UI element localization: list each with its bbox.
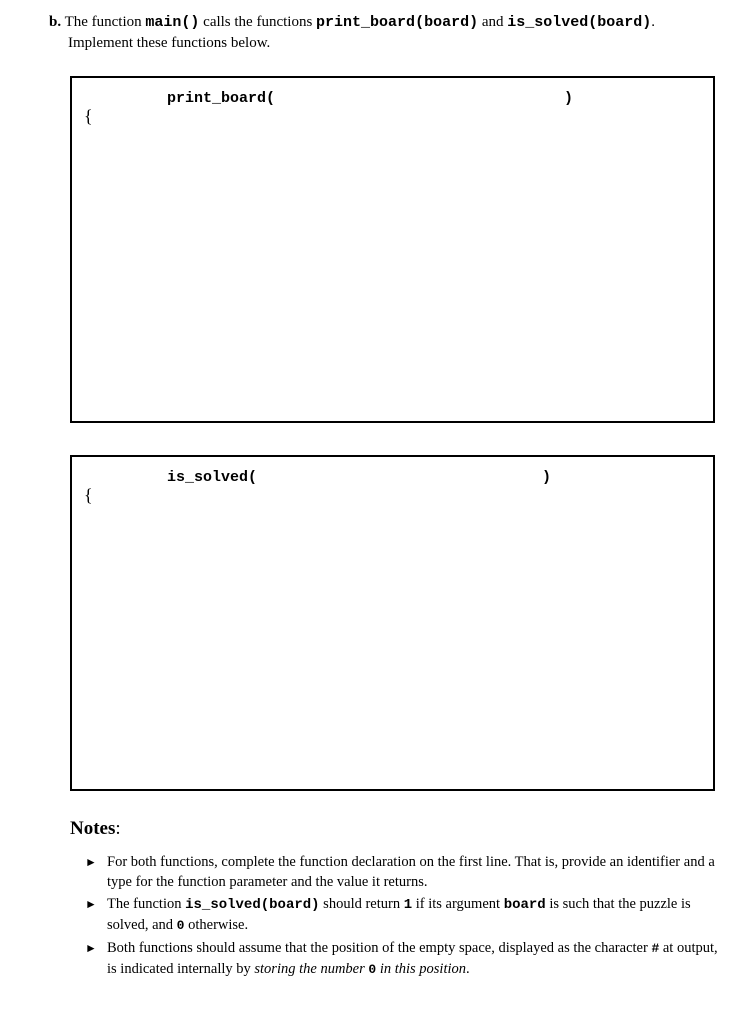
is-solved-function-name: is_solved(board) xyxy=(507,14,652,31)
is-solved-open-brace: { xyxy=(84,485,93,505)
is-solved-answer-box[interactable] xyxy=(70,455,715,791)
question-text xyxy=(49,12,748,54)
question-line-2: Implement these functions below. xyxy=(68,35,271,51)
triangle-bullet-icon: ► xyxy=(85,941,97,955)
list-item: ► The function is_solved(board) should return 1 if its argument board is such that the puzzle is solved, and 0 otherwise. xyxy=(85,896,691,933)
main-function-name: main() xyxy=(145,14,200,31)
is-solved-signature: is_solved( xyxy=(167,469,258,486)
triangle-bullet-icon: ► xyxy=(85,897,97,911)
print-board-answer-box[interactable] xyxy=(70,76,715,423)
print-board-function-name: print_board(board) xyxy=(316,14,479,31)
print-board-open-brace: { xyxy=(84,106,93,126)
notes-heading: Notes: xyxy=(70,818,121,839)
is-solved-close-paren: ) xyxy=(542,469,552,486)
notes-list xyxy=(85,852,725,982)
print-board-close-paren: ) xyxy=(564,90,574,107)
print-board-signature: print_board( xyxy=(167,90,276,107)
list-item: ► Both functions should assume that the position of the empty space, displayed as the character # at output, is indicated internally by storing the number 0 in this position. xyxy=(85,940,718,977)
triangle-bullet-icon: ► xyxy=(85,855,97,869)
question-line-1: b. The function main() calls the functions print_board(board) and is_solved(board). xyxy=(49,14,656,31)
list-item: ► For both functions, complete the function declaration on the first line. That is, provide an identifier and a type for the function parameter and the value it returns. xyxy=(85,854,715,890)
question-label: b. xyxy=(49,14,62,30)
